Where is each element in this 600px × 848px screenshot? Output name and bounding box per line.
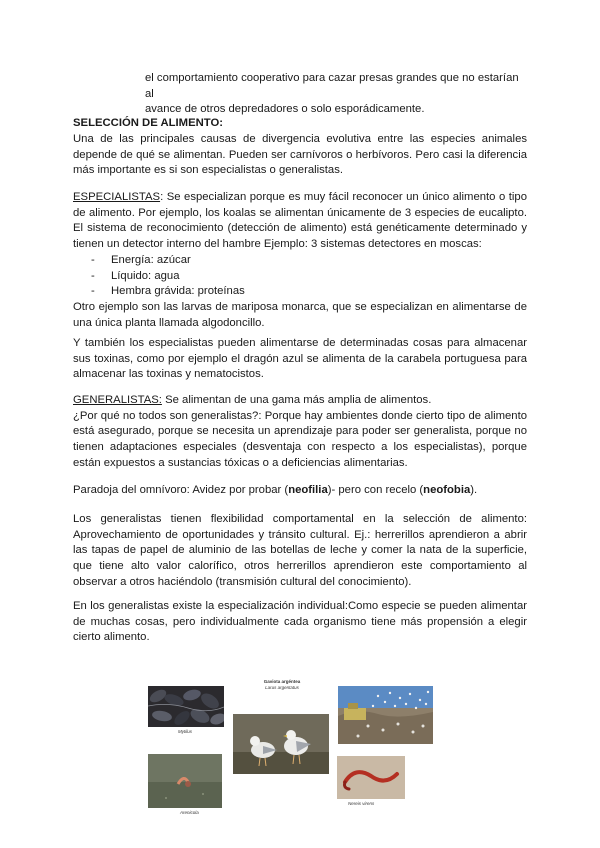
- generalistas-label: GENERALISTAS:: [73, 394, 162, 406]
- especialistas-label: ESPECIALISTAS: [73, 191, 161, 203]
- especialistas-paragraph: [73, 190, 527, 331]
- figure-title: Gaviota argéntea: [263, 679, 301, 684]
- intro-paragraph: [145, 71, 530, 118]
- list-item: - Hembra grávida: proteínas: [73, 284, 527, 300]
- intro-line-2: avance de otros depredadores o solo esporádicamente.: [145, 103, 425, 116]
- landfill-image: [338, 686, 433, 744]
- mussels-image: [148, 686, 224, 727]
- intro-body-paragraph: Una de las principales causas de divergencia evolutiva entre las especies animales depende de qué se alimentan. Pueden ser carnívoros o herbívoros. Pero casi la diferencia más importante es si son especialistas o generalistas.: [73, 133, 527, 177]
- detectors-list: [73, 253, 527, 300]
- intro-line-1: el comportamiento cooperativo para cazar presas grandes que no estarían al: [145, 72, 519, 100]
- gulls-image: [233, 714, 329, 774]
- red-worm-caption: Nereis virens: [348, 801, 375, 806]
- especialistas-text: : Se especializan porque es muy fácil reconocer un único alimento o tipo de alimento. Por ejemplo, los koalas se alimentan únicamente de 3 especies de eucalipto. El sistema de reconocimiento (detección de alimento) está genéticamente determinado y tienen un detector interno del hambre Ejemplo: 3 sistemas detectores en moscas:: [73, 191, 527, 251]
- neofobia-term: neofobia: [423, 484, 471, 496]
- mussels-caption: Mytilus: [178, 729, 193, 734]
- monarca-paragraph: Otro ejemplo son las larvas de mariposa monarca, que se especializan en alimentarse de una única planta llamada algodoncillo.: [73, 300, 527, 329]
- sand-worm-caption: Arenicola: [180, 810, 199, 815]
- individual-paragraph: En los generalistas existe la especialización individual:Como especie se pueden alimentar de muchas cosas, pero individualmente cada organismo tiene más propensión a elegir cierto alimento.: [73, 600, 527, 644]
- flexibilidad-paragraph: Los generalistas tienen flexibilidad comportamental en la selección de alimento: Aprovechamiento de oportunidades y tránsito cultural. Ej.: herrerillos aprendieron a abrir las tapas de papel de aluminio de las botellas de leche y comer la nata de la superficie, que tiene alto valor calorífico, otros herrerillos aprendieron este comportamiento al observar a otros haciéndolo (transmisión cultural del conocimiento).: [73, 513, 527, 588]
- paradoja-paragraph: Paradoja del omnívoro: Avidez por probar (neofilia)- pero con recelo (neofobia).: [73, 484, 478, 496]
- figure-subtitle: Larus argentatus: [265, 685, 299, 690]
- generalistas-paragraph: [73, 393, 527, 472]
- sand-worm-image: [148, 754, 222, 808]
- generalistas-why: ¿Por qué no todos son generalistas?: Porque hay ambientes donde cierto tipo de alimento está asegurado, porque se necesita un aprendizaje para poder ser generalista, porque no tienen adaptaciones especiales (desventaja con respecto a los especialistas), porque están expuestos a sustancias tóxicas o a deficiencias alimentarias.: [73, 409, 527, 469]
- list-item: - Energía: azúcar: [73, 253, 527, 269]
- red-worm-image: [337, 756, 405, 799]
- neofilia-term: neofilia: [288, 484, 328, 496]
- generalistas-text: Se alimentan de una gama más amplia de alimentos.: [161, 394, 432, 406]
- toxinas-paragraph: Y también los especialistas pueden alimentarse de determinadas cosas para almacenar sus toxinas, como por ejemplo el dragón azul se alimenta de la carabela portuguesa para almacenar las toxinas y nematocistos.: [73, 337, 527, 381]
- section-heading: SELECCIÓN DE ALIMENTO:: [73, 117, 224, 129]
- list-item: - Líquido: agua: [73, 269, 527, 285]
